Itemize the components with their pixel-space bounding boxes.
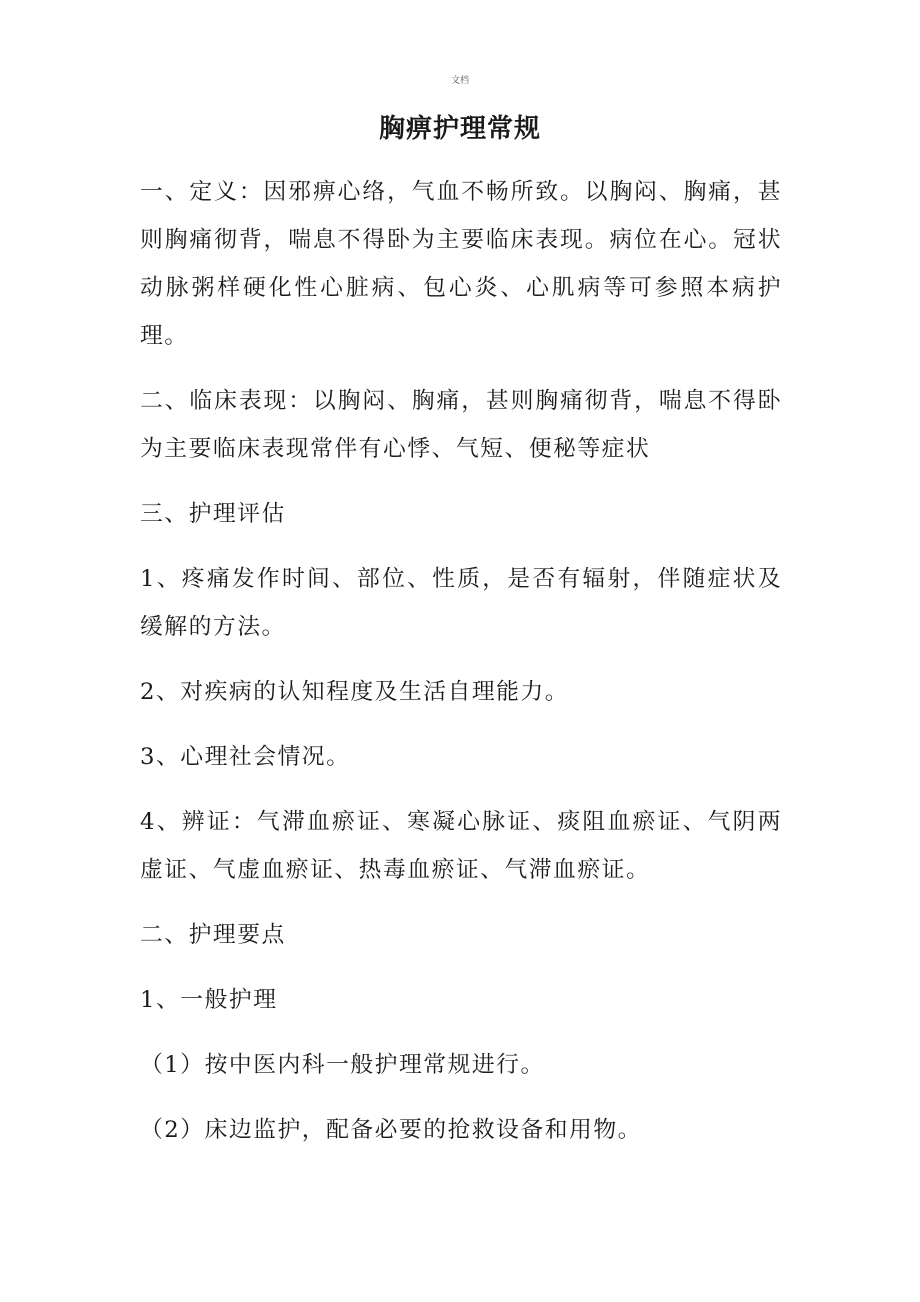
list-item-syndrome-differentiation: 4、辨证：气滞血瘀证、寒凝心脉证、痰阻血瘀证、气阴两虚证、气虚血瘀证、热毒血瘀证、气滞血瘀证。 bbox=[140, 809, 782, 883]
section-heading-nursing-assessment: 三、护理评估 bbox=[140, 501, 286, 527]
document-body bbox=[140, 168, 782, 1171]
document-title: 胸痹护理常规 bbox=[378, 114, 541, 144]
list-item-routine-care: （1）按中医内科一般护理常规进行。 bbox=[140, 1052, 545, 1078]
paragraph-definition: 一、定义：因邪痹心络，气血不畅所致。以胸闷、胸痛，甚则胸痛彻背，喘息不得卧为主要临床表现。病位在心。冠状动脉粥样硬化性心脏病、包心炎、心肌病等可参照本病护理。 bbox=[140, 179, 782, 349]
list-item-bedside-monitoring: （2）床边监护，配备必要的抢救设备和用物。 bbox=[140, 1117, 642, 1143]
list-item-cognition: 2、对疾病的认知程度及生活自理能力。 bbox=[140, 679, 570, 705]
paragraph-clinical-manifestation: 二、临床表现：以胸闷、胸痛，甚则胸痛彻背，喘息不得卧为主要临床表现常伴有心悸、气短、便秘等症状 bbox=[140, 388, 782, 462]
subsection-heading-general-care: 1、一般护理 bbox=[140, 987, 278, 1013]
section-heading-nursing-points: 二、护理要点 bbox=[140, 922, 286, 948]
list-item-psychosocial: 3、心理社会情况。 bbox=[140, 744, 351, 770]
page-header-label: 文档 bbox=[450, 76, 469, 86]
list-item-pain-onset: 1、疼痛发作时间、部位、性质，是否有辐射，伴随症状及缓解的方法。 bbox=[140, 566, 782, 640]
